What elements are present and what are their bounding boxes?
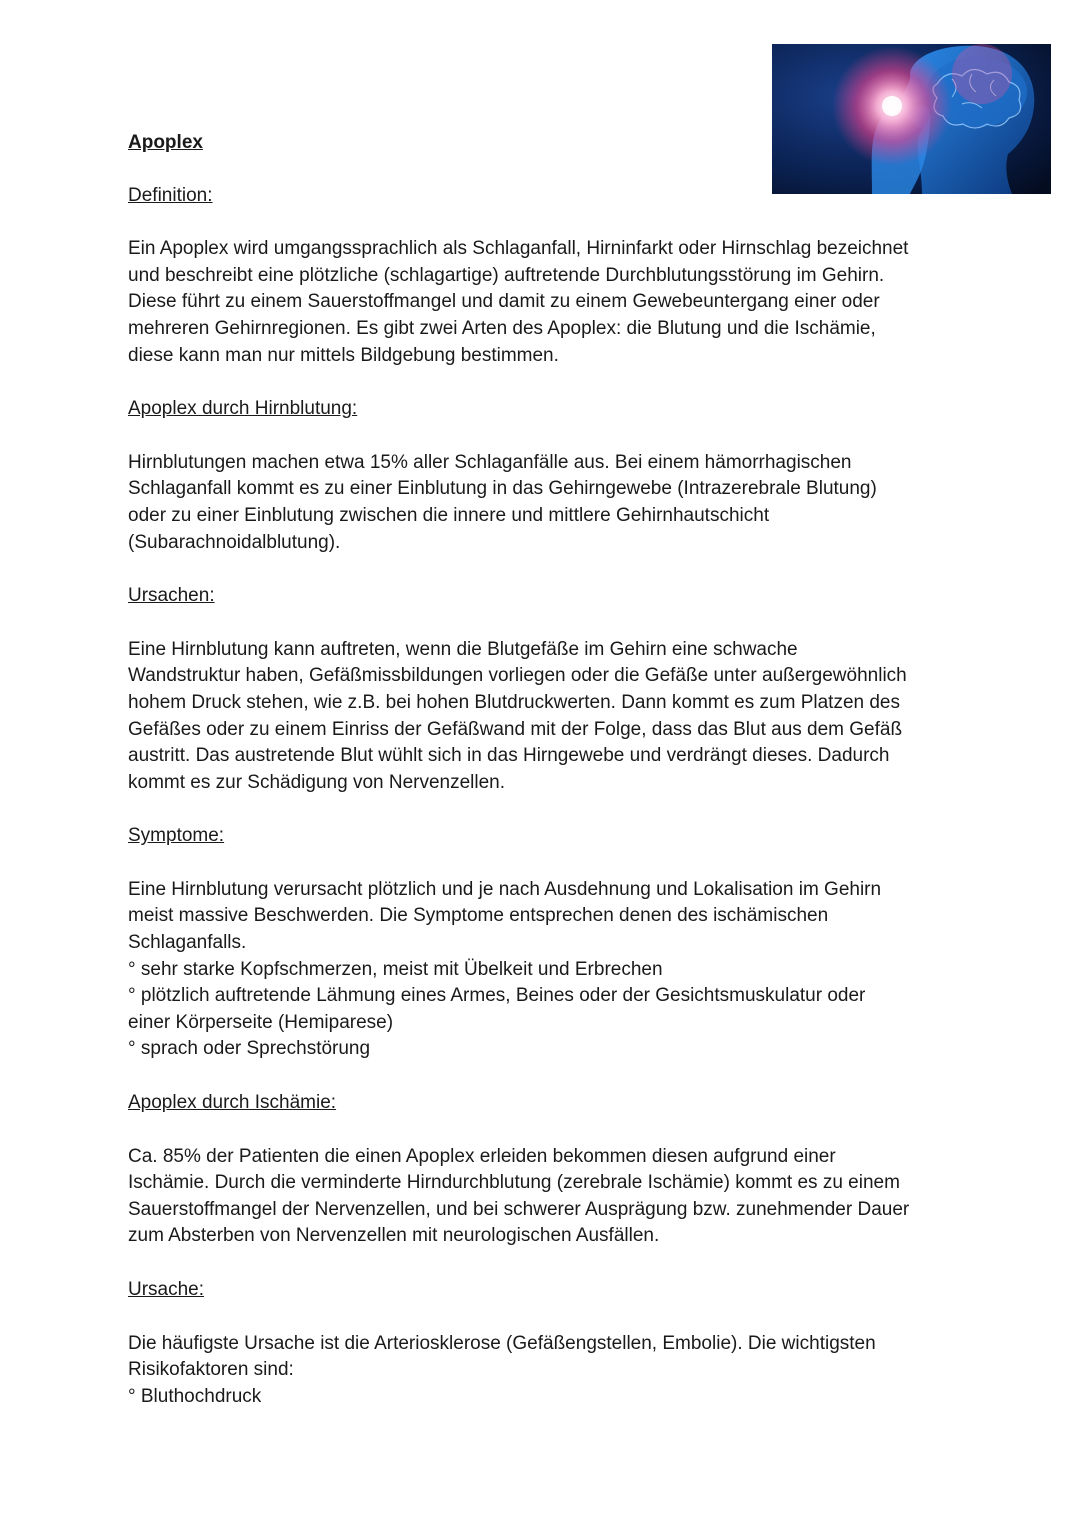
text-line: Wandstruktur haben, Gefäßmissbildungen vorliegen oder die Gefäße unter außergewöhnlich — [128, 665, 907, 687]
text-line: und beschreibt eine plötzliche (schlagartige) auftretende Durchblutungsstörung im Gehirn. — [128, 264, 885, 286]
bullet-line: ° sprach oder Sprechstörung — [128, 1038, 371, 1060]
paragraph-definition — [128, 236, 958, 369]
bullet-line: ° Bluthochdruck — [128, 1385, 262, 1407]
section-heading-ischaemie: Apoplex durch Ischämie: — [128, 1092, 337, 1114]
text-line: Eine Hirnblutung verursacht plötzlich und je nach Ausdehnung und Lokalisation im Gehirn — [128, 878, 882, 900]
bullet-line: ° sehr starke Kopfschmerzen, meist mit Übelkeit und Erbrechen — [128, 958, 663, 980]
text-line: Sauerstoffmangel der Nervenzellen, und bei schwerer Ausprägung bzw. zunehmender Dauer — [128, 1198, 910, 1220]
section-heading-definition: Definition: — [128, 184, 213, 206]
text-line: oder zu einer Einblutung zwischen die innere und mittlere Gehirnhautschicht — [128, 504, 770, 526]
text-line: kommt es zur Schädigung von Nervenzellen. — [128, 771, 506, 793]
text-line: zum Absterben von Nervenzellen mit neurologischen Ausfällen. — [128, 1225, 660, 1247]
paragraph-ursachen — [128, 637, 958, 797]
section-heading-hirnblutung: Apoplex durch Hirnblutung: — [128, 398, 358, 420]
text-line: diese kann man nur mittels Bildgebung bestimmen. — [128, 344, 559, 366]
text-line: Risikofaktoren sind: — [128, 1359, 294, 1381]
text-line: Die häufigste Ursache ist die Arteriosklerose (Gefäßengstellen, Embolie). Die wichtigsten — [128, 1332, 876, 1354]
document-content — [128, 130, 958, 1437]
text-line: Schlaganfall kommt es zu einer Einblutung in das Gehirngewebe (Intrazerebrale Blutung) — [128, 478, 877, 500]
text-line: Eine Hirnblutung kann auftreten, wenn die Blutgefäße im Gehirn eine schwache — [128, 638, 798, 660]
paragraph-hirnblutung — [128, 450, 958, 556]
paragraph-ischaemie — [128, 1144, 958, 1250]
text-line: Ischämie. Durch die verminderte Hirndurchblutung (zerebrale Ischämie) kommt es zu einem — [128, 1172, 900, 1194]
section-heading-symptome: Symptome: — [128, 825, 225, 847]
text-line: (Subarachnoidalblutung). — [128, 531, 341, 553]
text-line: Hirnblutungen machen etwa 15% aller Schlaganfälle aus. Bei einem hämorrhagischen — [128, 451, 852, 473]
text-line: austritt. Das austretende Blut wühlt sich in das Hirngewebe und verdrängt dieses. Dadurch — [128, 745, 890, 767]
text-line: meist massive Beschwerden. Die Symptome entsprechen denen des ischämischen — [128, 905, 829, 927]
text-line: hohem Druck stehen, wie z.B. bei hohen Blutdruckwerten. Dann kommt es zum Platzen des — [128, 691, 900, 713]
text-line: Gefäßes oder zu einem Einriss der Gefäßwand mit der Folge, dass das Blut aus dem Gefäß — [128, 718, 903, 740]
text-line: Schlaganfalls. — [128, 932, 247, 954]
paragraph-ursache — [128, 1331, 958, 1411]
text-line: einer Körperseite (Hemiparese) — [128, 1011, 394, 1033]
section-heading-ursachen: Ursachen: — [128, 585, 215, 607]
section-heading-ursache: Ursache: — [128, 1279, 205, 1300]
paragraph-symptome — [128, 877, 958, 1063]
text-line: mehreren Gehirnregionen. Es gibt zwei Arten des Apoplex: die Blutung und die Ischämie, — [128, 317, 876, 339]
document-title: Apoplex — [128, 132, 203, 153]
bullet-line: ° plötzlich auftretende Lähmung eines Armes, Beines oder der Gesichtsmuskulatur oder — [128, 985, 866, 1007]
text-line: Ein Apoplex wird umgangssprachlich als Schlaganfall, Hirninfarkt oder Hirnschlag bezeichnet — [128, 238, 909, 260]
text-line: Ca. 85% der Patienten die einen Apoplex erleiden bekommen diesen aufgrund einer — [128, 1145, 836, 1167]
text-line: Diese führt zu einem Sauerstoffmangel und damit zu einem Gewebeuntergang einer oder — [128, 291, 880, 313]
